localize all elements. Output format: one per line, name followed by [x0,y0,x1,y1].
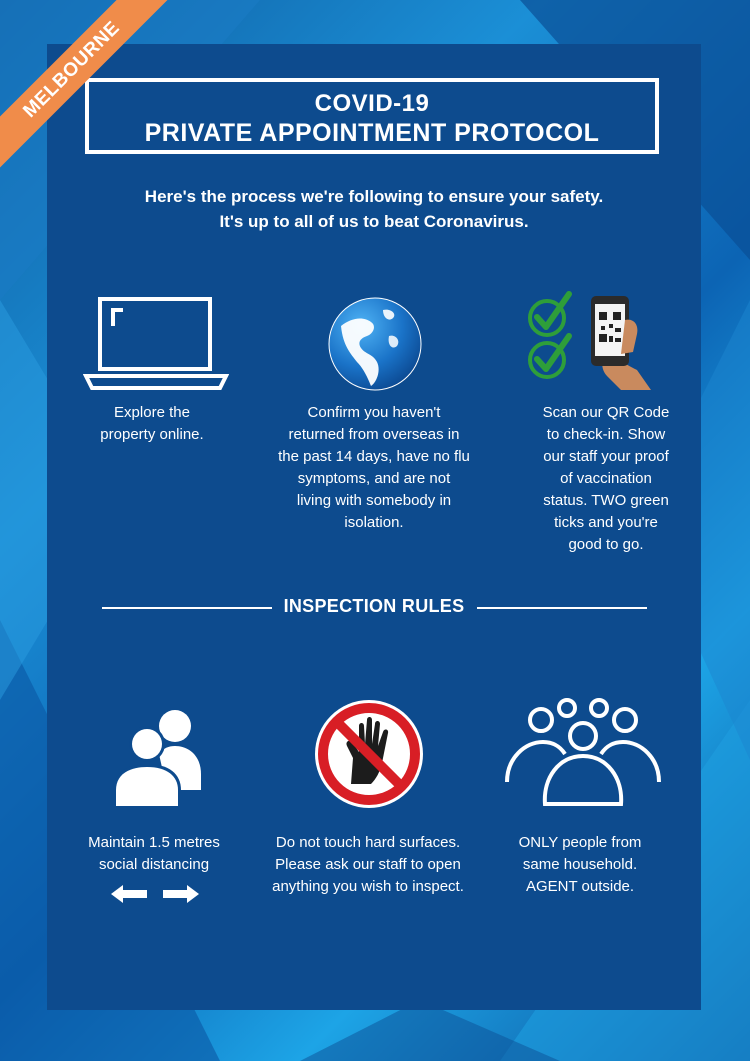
rule-touch-line: Please ask our staff to open [275,856,461,873]
step-scan-line: good to go. [568,536,644,553]
rule-household-text [475,832,685,898]
step-scan-line: status. TWO green [543,492,669,509]
rules-title: INSPECTION RULES [283,596,465,616]
page-title-line1: COVID-19 [314,90,430,117]
page-title-line2: PRIVATE APPOINTMENT PROTOCOL [144,119,600,147]
step-confirm-line: isolation. [344,514,404,531]
arrows-apart-icon [109,882,201,906]
subtitle-line1: Here's the process we're following to ensure your safety. [144,187,604,206]
step-confirm-line: the past 14 days, have no flu [278,448,470,465]
rules-divider-right [477,607,647,609]
rule-distancing-text [49,832,259,876]
check-circle-icon [530,294,569,335]
step-explore-text [47,402,257,446]
no-touch-icon [313,698,425,810]
city-ribbon-label: MELBOURNE [0,0,177,175]
city-ribbon [0,0,200,200]
step-scan-text [501,402,711,556]
rule-touch-line: Do not touch hard surfaces. [275,834,461,851]
laptop-icon [83,296,229,392]
people-distance-icon [109,704,205,810]
rule-distancing-line: social distancing [98,856,210,873]
step-confirm-line: returned from overseas in [288,426,460,443]
step-scan-line: Scan our QR Code [542,404,670,421]
step-confirm-line: symptoms, and are not [297,470,451,487]
step-scan-line: our staff your proof [543,448,669,465]
group-icon [503,698,663,810]
rule-household-line: AGENT outside. [525,878,635,895]
step-explore-line: Explore the [114,404,190,421]
step-explore-line: property online. [100,426,204,443]
rule-touch-line: anything you wish to inspect. [272,878,464,895]
rule-touch-text [263,832,473,898]
rule-distancing-line: Maintain 1.5 metres [88,834,220,851]
rule-household-line: ONLY people from [518,834,642,851]
check-circle-icon [530,336,569,377]
qr-phone-icon [525,290,659,392]
subtitle-line2: It's up to all of us to beat Coronavirus. [219,212,529,231]
step-confirm-text [269,402,479,534]
step-scan-line: ticks and you're [554,514,658,531]
globe-icon [327,296,423,392]
step-scan-line: to check-in. Show [546,426,666,443]
step-confirm-line: Confirm you haven't [307,404,441,421]
step-scan-line: of vaccination [560,470,652,487]
rule-household-line: same household. [522,856,638,873]
step-confirm-line: living with somebody in [296,492,452,509]
